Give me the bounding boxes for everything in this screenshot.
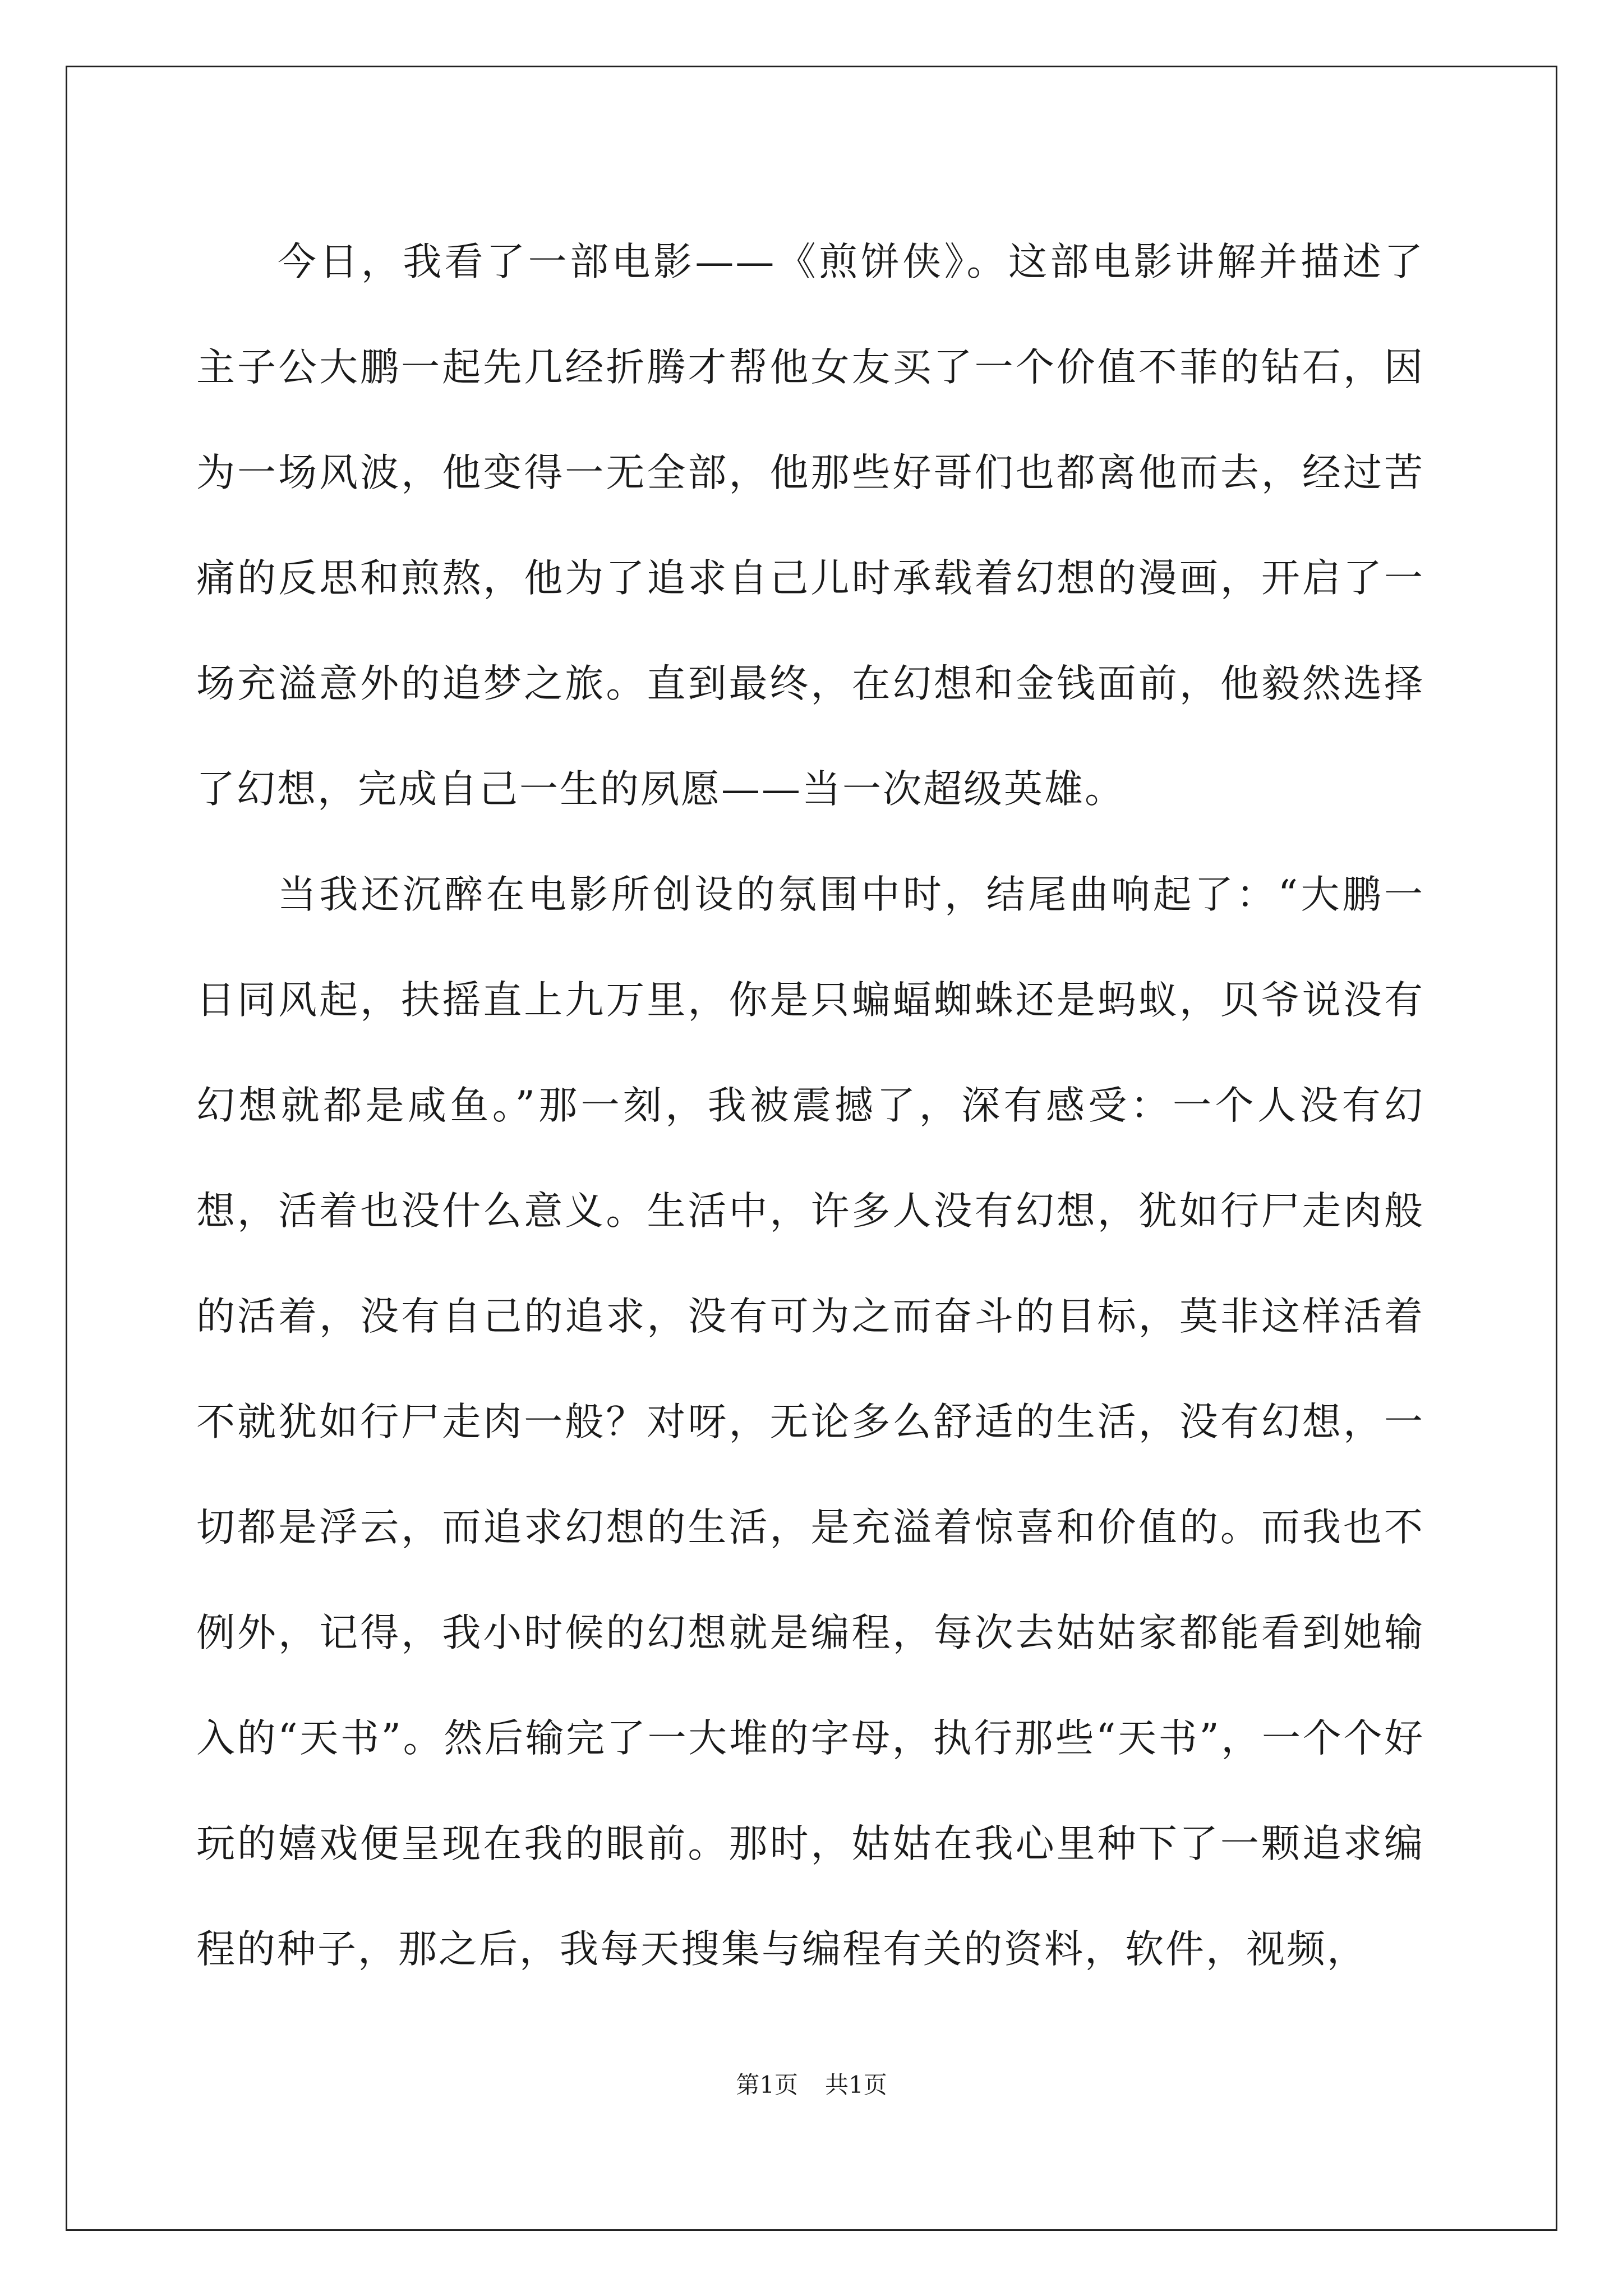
page-number: 第1页	[736, 2071, 798, 2099]
paragraph-1: 今日，我看了一部电影——《煎饼侠》。这部电影讲解并描述了主子公大鹏一起先几经折腾才帮他女友买了一个价值不菲的钻石，因为一场风波，他变得一无全部，他那些好哥们也都离他而去，经过苦痛的反思和煎熬，他为了追求自己儿时承载着幻想的漫画，开启了一场充溢意外的追梦之旅。直到最终，在幻想和金钱面前，他毅然选择了幻想，完成自己一生的夙愿——当一次超级英雄。	[196, 240, 1424, 812]
paragraph-2: 当我还沉醉在电影所创设的氛围中时，结尾曲响起了：“大鹏一日同风起，扶摇直上九万里，你是只蝙蝠蜘蛛还是蚂蚁，贝爷说没有幻想就都是咸鱼。”那一刻，我被震撼了，深有感受：一个人没有幻想，活着也没什么意义。生活中，许多人没有幻想，犹如行尸走肉般的活着，没有自己的追求，没有可为之而奋斗的目标，莫非这样活着不就犹如行尸走肉一般？对呀，无论多么舒适的生活，没有幻想，一切都是浮云，而追求幻想的生活，是充溢着惊喜和价值的。而我也不例外，记得，我小时候的幻想就是编程，每次去姑姑家都能看到她输入的“天书”。然后输完了一大堆的字母，执行那些“天书”，一个个好玩的嬉戏便呈现在我的眼前。那时，姑姑在我心里种下了一颗追求编程的种子，那之后，我每天搜集与编程有关的资料，软件，视频，	[196, 872, 1424, 1972]
page-footer	[0, 2071, 1623, 2099]
document-body	[196, 209, 1424, 2002]
page-total: 共1页	[825, 2071, 887, 2099]
